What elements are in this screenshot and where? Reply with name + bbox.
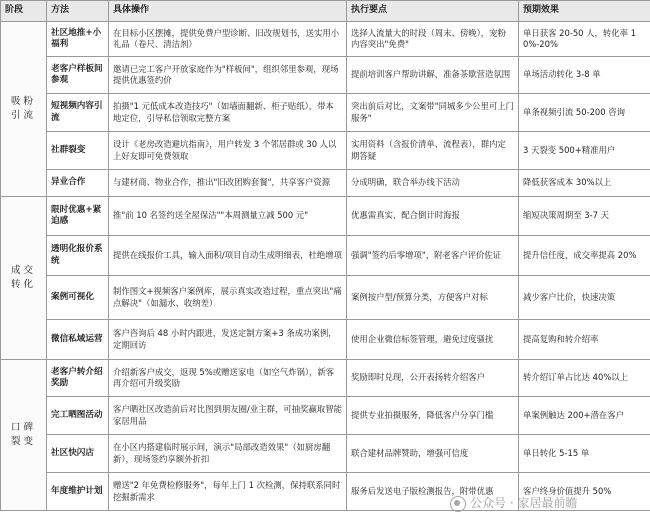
- watermark: [450, 494, 577, 512]
- table-row: [1, 197, 650, 236]
- table-row: [1, 320, 650, 360]
- key-points-cell: 使用企业微信标签管理，避免过度骚扰: [347, 320, 519, 360]
- key-points-cell: 强调"签约后零增项"，附老客户评价佐证: [347, 236, 519, 276]
- method-cell: 社区快闪店: [47, 435, 109, 473]
- operation-cell: 制作图文+视频客户案例库，展示真实改造过程，重点突出"痛点解决"（如漏水、收纳差）: [109, 276, 347, 320]
- wechat-logo-icon: [450, 496, 466, 512]
- effect-cell: 提高复购和转介绍率: [519, 320, 650, 360]
- key-points-cell: 分成明确，联合举办线下活动: [347, 170, 519, 197]
- key-points-cell: 实用资料（含报价清单、流程表），群内定期答疑: [347, 132, 519, 170]
- method-cell: 社群裂变: [47, 132, 109, 170]
- watermark-text: 公众号 · 家居最前瞻: [470, 496, 578, 510]
- table-row: [1, 170, 650, 197]
- table-row: [1, 435, 650, 473]
- method-cell: 老客户样板间参观: [47, 57, 109, 94]
- method-cell: 完工晒图活动: [47, 397, 109, 435]
- operation-cell: 赠送"2 年免费检修服务"，每年上门 1 次检测，保持联系同时挖掘新需求: [109, 473, 347, 511]
- method-cell: 案例可视化: [47, 276, 109, 320]
- key-points-cell: 提前培训客户帮助讲解，准备茶歇营造氛围: [347, 57, 519, 94]
- header-effect: 预期效果: [519, 1, 650, 22]
- effect-cell: 提升信任度，成交率提高 20%: [519, 236, 650, 276]
- operation-cell: 推"前 10 名签约送全屋保洁""本周测量立减 500 元": [109, 197, 347, 236]
- stage-cell: 成交转化: [1, 197, 47, 360]
- table-row: [1, 397, 650, 435]
- method-cell: 限时优惠+紧迫感: [47, 197, 109, 236]
- operation-cell: 客户咨询后 48 小时内跟进，发送定制方案+3 条成功案例，定期回访: [109, 320, 347, 360]
- table-row: [1, 360, 650, 397]
- table-row: [1, 22, 650, 57]
- operation-cell: 设计《老房改造避坑指南》，用户转发 3 个邻居群或 30 人以上好友即可免费领取: [109, 132, 347, 170]
- effect-cell: 缩短决策周期至 3-7 天: [519, 197, 650, 236]
- key-points-cell: 奖励即时兑现，公开表扬转介绍客户: [347, 360, 519, 397]
- key-points-cell: 选择人流量大的时段（周末、傍晚），宠粉内容突出"免费": [347, 22, 519, 57]
- effect-cell: 3 天裂变 500+精准用户: [519, 132, 650, 170]
- key-points-cell: 优惠需真实，配合倒计时海报: [347, 197, 519, 236]
- key-points-cell: 突出前后对比，文案带"同城多少公里可上门服务": [347, 94, 519, 132]
- table-row: [1, 236, 650, 276]
- header-method: 方法: [47, 1, 109, 22]
- operation-cell: 与建材商、物业合作，推出"旧改团购套餐"，共享客户资源: [109, 170, 347, 197]
- effect-cell: 客户终身价值提升 50%: [519, 473, 650, 511]
- method-cell: 透明化报价系统: [47, 236, 109, 276]
- key-points-cell: 提供专业拍摄服务，降低客户分享门槛: [347, 397, 519, 435]
- operation-cell: 提供在线报价工具，输入面积/项目自动生成明细表，杜绝增项: [109, 236, 347, 276]
- method-cell: 短视频内容引流: [47, 94, 109, 132]
- table-row: [1, 57, 650, 94]
- method-cell: 年度维护计划: [47, 473, 109, 511]
- effect-cell: 单日获客 20-50 人，转化率 10%-20%: [519, 22, 650, 57]
- header-key-points: 执行要点: [347, 1, 519, 22]
- header-row: [1, 1, 650, 22]
- key-points-cell: 案例按户型/预算分类，方便客户对标: [347, 276, 519, 320]
- table-row: [1, 276, 650, 320]
- method-cell: 微信私域运营: [47, 320, 109, 360]
- effect-cell: 单案例触达 200+潜在客户: [519, 397, 650, 435]
- effect-cell: 单日转化 5-15 单: [519, 435, 650, 473]
- key-points-cell: 服务后发送电子版检测报告，附带优惠: [347, 473, 519, 511]
- stage-cell: 口碑裂变: [1, 360, 47, 511]
- effect-cell: 降低获客成本 30%以上: [519, 170, 650, 197]
- effect-cell: 单条视频引流 50-200 咨询: [519, 94, 650, 132]
- operation-cell: 在小区内搭建临时展示间，演示"局部改造效果"（如厨房翻新），现场签约享额外折扣: [109, 435, 347, 473]
- header-stage: 阶段: [1, 1, 47, 22]
- operation-cell: 拍摄"1 元低成本改造技巧"（如墙面翻新、柜子贴纸），带本地定位，引导私信领取完整方案: [109, 94, 347, 132]
- header-operation: 具体操作: [109, 1, 347, 22]
- operation-cell: 客户晒社区改造前后对比图到朋友圈/业主群，可抽奖赢取智能家居用品: [109, 397, 347, 435]
- table-row: [1, 94, 650, 132]
- method-cell: 社区地推+小福利: [47, 22, 109, 57]
- effect-cell: 转介绍订单占比达 40%以上: [519, 360, 650, 397]
- stage-cell: 吸粉引流: [1, 22, 47, 197]
- effect-cell: 单场活动转化 3-8 单: [519, 57, 650, 94]
- operation-cell: 在目标小区摆摊，提供免费户型诊断、旧改规划书，送实用小礼品（卷尺、清洁剂）: [109, 22, 347, 57]
- operation-cell: 邀请已完工客户开放家庭作为"样板间"，组织邻里参观，现场提供优惠签约价: [109, 57, 347, 94]
- operation-cell: 介绍新客户成交，返现 5%或赠送家电（如空气炸锅），新客再介绍可升级奖励: [109, 360, 347, 397]
- method-cell: 异业合作: [47, 170, 109, 197]
- method-cell: 老客户转介绍奖励: [47, 360, 109, 397]
- key-points-cell: 联合建材品牌赞助，增强可信度: [347, 435, 519, 473]
- table-row: [1, 132, 650, 170]
- effect-cell: 减少客户比价，快速决策: [519, 276, 650, 320]
